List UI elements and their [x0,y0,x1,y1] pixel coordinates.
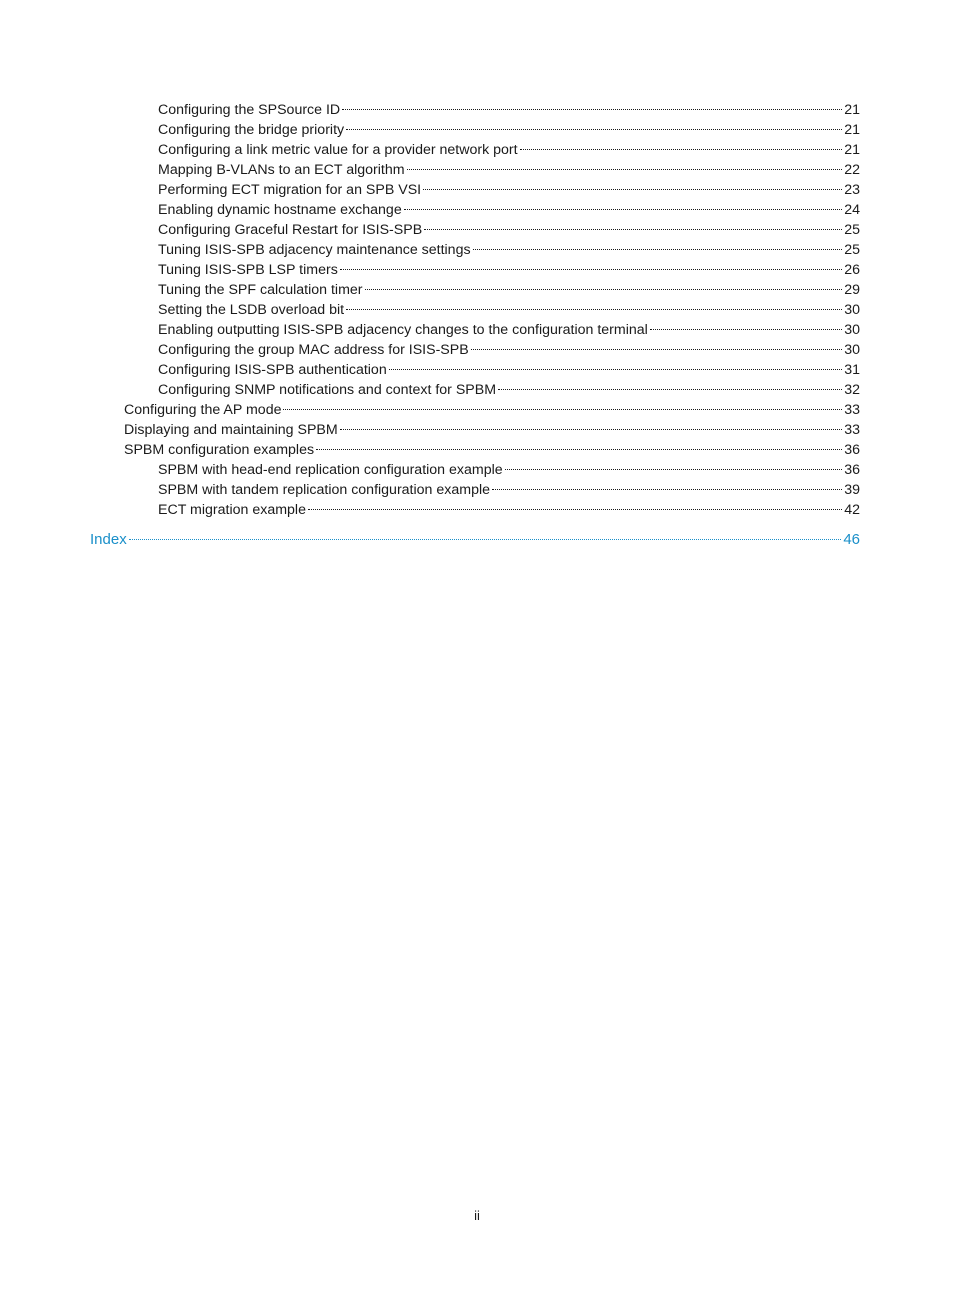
toc-entry-index[interactable] [0,530,954,552]
toc-entry-page: 22 [844,162,860,178]
toc-dot-leader [471,349,843,350]
toc-entry-label: Tuning ISIS-SPB LSP timers [158,262,338,278]
toc-entry-graceful-restart[interactable] [0,220,954,240]
toc-entry-bridge-priority[interactable] [0,120,954,140]
toc-entry-label: Configuring the AP mode [124,402,282,418]
toc-dot-leader [650,329,842,330]
toc-entry-page: 42 [844,502,860,518]
toc-entry-page: 31 [844,362,860,378]
toc-dot-leader [346,129,842,130]
toc-entry-lsp-timers[interactable] [0,260,954,280]
toc-entry-head-end-replication[interactable] [0,460,954,480]
toc-entry-label: Enabling outputting ISIS-SPB adjacency changes to the configuration terminal [158,322,648,338]
toc-entry-configuration-examples[interactable] [0,440,954,460]
toc-dot-leader [346,309,842,310]
toc-entry-page: 24 [844,202,860,218]
toc-entry-label: ECT migration example [158,502,306,518]
toc-dot-leader [340,429,843,430]
toc-entry-label: Enabling dynamic hostname exchange [158,202,402,218]
toc-dot-leader [342,109,842,110]
toc-entry-group-mac[interactable] [0,340,954,360]
toc-dot-leader [424,229,842,230]
toc-entry-page: 30 [844,302,860,318]
toc-entry-ap-mode[interactable] [0,400,954,420]
toc-entry-page: 26 [844,262,860,278]
toc-entry-page: 30 [844,342,860,358]
toc-entry-label: Mapping B-VLANs to an ECT algorithm [158,162,405,178]
toc-entry-page: 36 [844,442,860,458]
toc-entry-page: 23 [844,182,860,198]
toc-entry-label: SPBM configuration examples [124,442,315,458]
toc-entry-label: Configuring Graceful Restart for ISIS-SPB [158,222,423,238]
toc-entry-lsdb-overload[interactable] [0,300,954,320]
toc-dot-leader [308,509,842,510]
toc-dot-leader [473,249,843,250]
toc-entry-label: Tuning the SPF calculation timer [158,282,363,298]
toc-entry-label: SPBM with head-end replication configuration example [158,462,503,478]
toc-entry-label: Configuring a link metric value for a provider network port [158,142,518,158]
toc-entry-spsource-id[interactable] [0,100,954,120]
toc-entry-page: 25 [844,222,860,238]
toc-entry-link-metric[interactable] [0,140,954,160]
toc-entry-ect-migration-example[interactable] [0,500,954,520]
toc-dot-leader [404,209,843,210]
toc-entry-bvlan-ect[interactable] [0,160,954,180]
toc-dot-leader [407,169,843,170]
toc-entry-ect-migration-vsi[interactable] [0,180,954,200]
toc-entry-displaying-maintaining[interactable] [0,420,954,440]
toc-entry-label: Tuning ISIS-SPB adjacency maintenance settings [158,242,471,258]
toc-dot-leader [498,389,842,390]
toc-dot-leader [389,369,843,370]
toc-entry-dynamic-hostname[interactable] [0,200,954,220]
toc-entry-label: Configuring the SPSource ID [158,102,341,118]
footer-page-number: ii [474,1208,480,1223]
toc-dot-leader [316,449,842,450]
toc-entry-label: Performing ECT migration for an SPB VSI [158,182,422,198]
toc-entry-page: 39 [844,482,860,498]
toc-entry-page: 29 [844,282,860,298]
toc-dot-leader [365,289,843,290]
toc-entry-snmp-notifications[interactable] [0,380,954,400]
toc-entry-label: Setting the LSDB overload bit [158,302,345,318]
toc-entry-adjacency-maintenance[interactable] [0,240,954,260]
toc-dot-leader [129,539,842,540]
toc-dot-leader [492,489,842,490]
toc-entry-page: 25 [844,242,860,258]
toc-entry-page: 21 [844,102,860,118]
toc-entry-page: 30 [844,322,860,338]
toc-dot-leader [283,409,842,410]
toc-entry-page: 33 [844,402,860,418]
toc-entry-label: Configuring the group MAC address for ISIS-SPB [158,342,469,358]
toc-dot-leader [505,469,843,470]
toc-entry-page: 21 [844,122,860,138]
toc-entry-page: 21 [844,142,860,158]
toc-entry-label: Index [90,531,127,548]
toc-entry-page: 46 [843,531,860,548]
toc-entry-authentication[interactable] [0,360,954,380]
toc-dot-leader [520,149,843,150]
toc-entry-label: Configuring SNMP notifications and context for SPBM [158,382,497,398]
toc-entry-label: Configuring the bridge priority [158,122,345,138]
toc-entry-label: Configuring ISIS-SPB authentication [158,362,387,378]
toc-entry-tandem-replication[interactable] [0,480,954,500]
toc-dot-leader [340,269,842,270]
toc-entry-spf-timer[interactable] [0,280,954,300]
toc-entry-page: 36 [844,462,860,478]
table-of-contents [0,100,954,552]
toc-entry-label: Displaying and maintaining SPBM [124,422,338,438]
toc-entry-label: SPBM with tandem replication configuration example [158,482,490,498]
toc-entry-page: 33 [844,422,860,438]
toc-dot-leader [423,189,842,190]
toc-entry-page: 32 [844,382,860,398]
toc-entry-adjacency-changes[interactable] [0,320,954,340]
